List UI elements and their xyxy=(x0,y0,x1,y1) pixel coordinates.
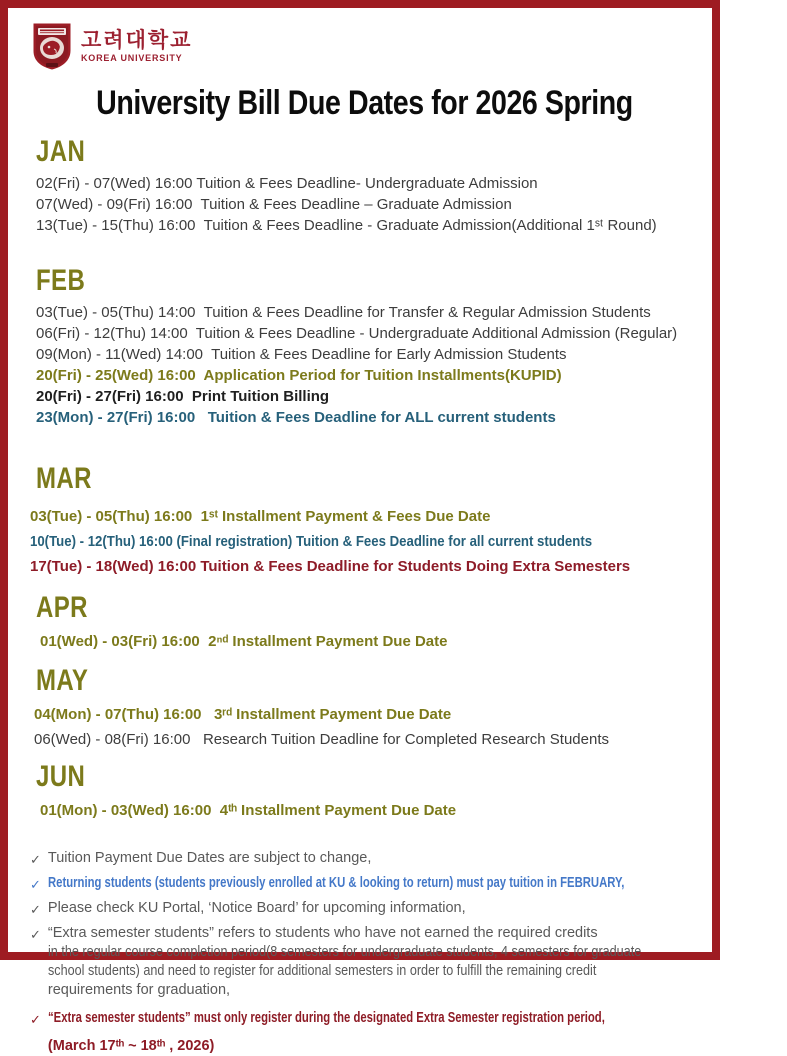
month-heading: MAY xyxy=(36,664,89,697)
logo-english-name: KOREA UNIVERSITY xyxy=(81,53,183,64)
check-icon: ✓ xyxy=(30,852,41,867)
schedule-entry: 17(Tue) - 18(Wed) 16:00 Tuition & Fees Deadline for Students Doing Extra Semesters xyxy=(30,558,631,575)
schedule-entry: 03(Tue) - 05(Thu) 14:00 Tuition & Fees Deadline for Transfer & Regular Admission Students xyxy=(36,304,651,321)
check-icon: ✓ xyxy=(30,877,41,892)
month-section-may xyxy=(30,666,698,752)
note-text-line: “Extra semester students” refers to students who have not earned the required credits xyxy=(47,925,598,941)
footnotes xyxy=(30,849,698,1056)
note-text: “Extra semester students” must only register during the designated Extra Semester registration period, xyxy=(47,1010,605,1026)
schedule-entry: 20(Fri) - 25(Wed) 16:00 Application Period for Tuition Installments(KUPID) xyxy=(36,367,562,384)
month-heading: APR xyxy=(36,591,88,624)
note-text-line: in the regular course completion period(8 semesters for undergraduate students, 4 semesters for graduate xyxy=(47,944,642,960)
note-text: Please check KU Portal, ‘Notice Board’ for upcoming information, xyxy=(47,900,466,916)
check-icon: ✓ xyxy=(30,927,41,942)
month-section-jun xyxy=(30,762,698,823)
note-extra-semester-registration xyxy=(30,1009,698,1056)
month-section-feb xyxy=(36,266,698,428)
note-extra-semester-definition xyxy=(30,924,698,1000)
note-text-line: school students) and need to register for additional semesters in order to fulfill the remaining credit xyxy=(47,963,597,979)
month-heading: MAR xyxy=(36,462,92,495)
month-heading: JAN xyxy=(36,135,86,168)
note-ku-portal xyxy=(30,899,698,919)
korea-university-logo xyxy=(32,22,698,72)
page-title: University Bill Due Dates for 2026 Spring xyxy=(95,84,633,122)
schedule-entry: 07(Wed) - 09(Fri) 16:00 Tuition & Fees Deadline – Graduate Admission xyxy=(36,196,512,213)
note-date-range: (March 17ᵗʰ ~ 18ᵗʰ , 2026) xyxy=(47,1038,215,1054)
schedule-entry: 06(Wed) - 08(Fri) 16:00 Research Tuition Deadline for Completed Research Students xyxy=(34,731,610,748)
note-text-line: requirements for graduation, xyxy=(47,982,231,998)
schedule-entry: 03(Tue) - 05(Thu) 16:00 1ˢᵗ Installment Payment & Fees Due Date xyxy=(30,508,491,525)
schedule-entry: 23(Mon) - 27(Fri) 16:00 Tuition & Fees Deadline for ALL current students xyxy=(36,409,556,426)
schedule-entry: 10(Tue) - 12(Thu) 16:00 (Final registration) Tuition & Fees Deadline for all current students xyxy=(30,533,593,550)
logo-korean-name: 고려대학교 xyxy=(81,29,193,53)
note-returning-students xyxy=(30,874,698,894)
note-subject-to-change xyxy=(30,849,698,869)
check-icon: ✓ xyxy=(30,1012,41,1027)
schedule-entry: 02(Fri) - 07(Wed) 16:00 Tuition & Fees Deadline- Undergraduate Admission xyxy=(36,175,538,192)
schedule-entry: 06(Fri) - 12(Thu) 14:00 Tuition & Fees Deadline - Undergraduate Additional Admission (Regular) xyxy=(36,325,678,342)
ku-crest-icon xyxy=(32,22,72,72)
schedule-entry: 09(Mon) - 11(Wed) 14:00 Tuition & Fees Deadline for Early Admission Students xyxy=(36,346,567,363)
schedule-entry: 04(Mon) - 07(Thu) 16:00 3ʳᵈ Installment Payment Due Date xyxy=(34,706,452,723)
note-text: Returning students (students previously enrolled at KU & looking to return) must pay tuition in FEBRUARY, xyxy=(47,875,625,891)
schedule-entry: 13(Tue) - 15(Thu) 16:00 Tuition & Fees Deadline - Graduate Admission(Additional 1ˢᵗ Round) xyxy=(36,217,657,234)
month-section-apr xyxy=(30,593,698,654)
schedule-entry: 20(Fri) - 27(Fri) 16:00 Print Tuition Billing xyxy=(36,388,330,405)
check-icon: ✓ xyxy=(30,902,41,917)
schedule-entry: 01(Mon) - 03(Wed) 16:00 4ᵗʰ Installment Payment Due Date xyxy=(40,802,457,819)
month-heading: JUN xyxy=(36,760,86,793)
note-text: Tuition Payment Due Dates are subject to change, xyxy=(47,850,372,866)
month-heading: FEB xyxy=(36,264,86,297)
schedule-entry: 01(Wed) - 03(Fri) 16:00 2ⁿᵈ Installment Payment Due Date xyxy=(40,633,448,650)
month-section-mar xyxy=(30,464,698,579)
month-section-jan xyxy=(36,137,698,236)
